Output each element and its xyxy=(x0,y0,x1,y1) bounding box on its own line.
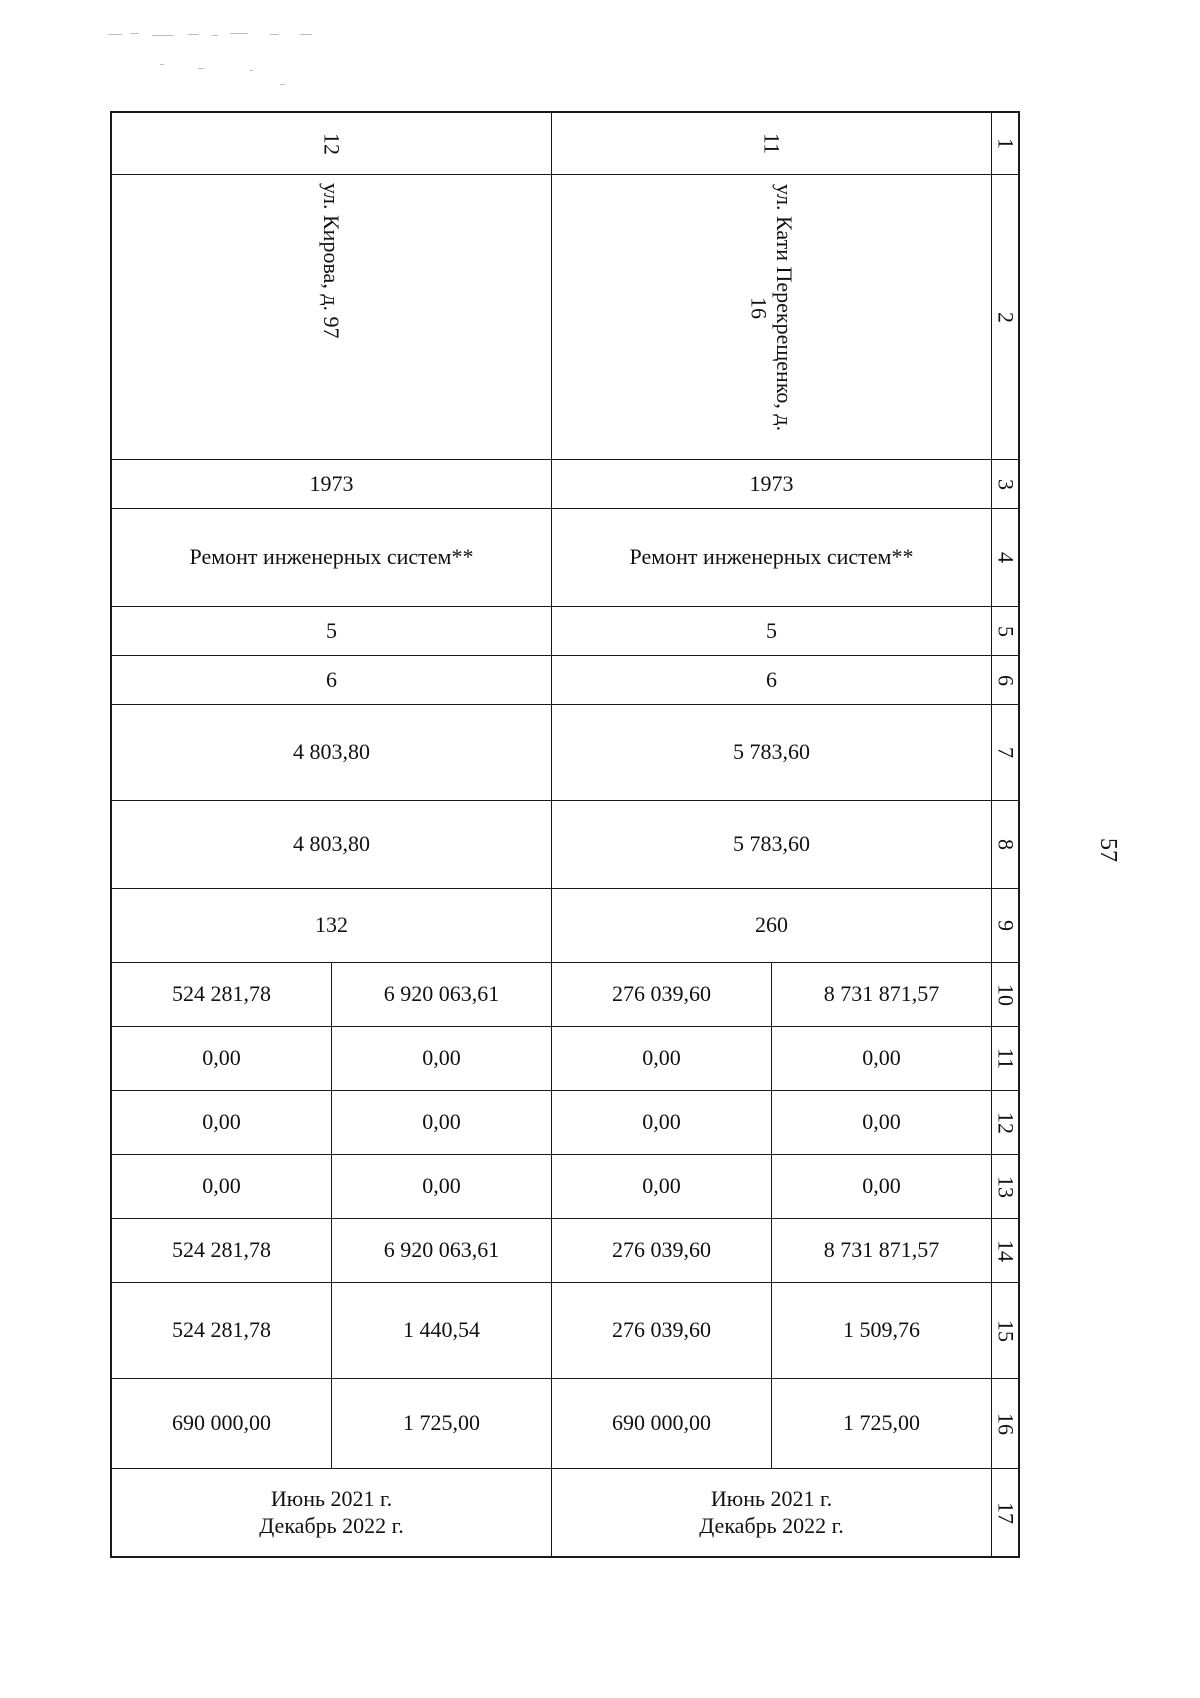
table-row-col11 xyxy=(112,1027,1018,1091)
building-number-cell xyxy=(112,113,552,174)
period-cell xyxy=(552,1469,992,1556)
column-number-cell xyxy=(992,1283,1019,1378)
column-number-cell xyxy=(992,175,1019,459)
table-row-col3 xyxy=(112,460,1018,509)
table-row-col8 xyxy=(112,801,1018,889)
cost-cell: 0,00 xyxy=(112,1027,332,1090)
column-number: 17 xyxy=(993,1501,1019,1524)
column-number-cell xyxy=(992,1469,1019,1556)
work-type-cell: Ремонт инженерных систем** xyxy=(112,509,552,606)
table-row-col17 xyxy=(112,1469,1018,1556)
table-row-col1 xyxy=(112,113,1018,175)
column-number: 14 xyxy=(993,1239,1019,1262)
value-cell: 132 xyxy=(112,889,552,962)
column-number-cell xyxy=(992,1219,1019,1282)
cost-cell: 8 731 871,57 xyxy=(772,1219,992,1282)
cost-cell: 690 000,00 xyxy=(552,1379,772,1468)
column-number: 1 xyxy=(993,138,1019,149)
value-cell: 6 xyxy=(112,656,552,704)
period-end: Декабрь 2022 г. xyxy=(699,1512,844,1538)
cost-cell: 0,00 xyxy=(332,1091,552,1154)
table-row-col6 xyxy=(112,656,1018,705)
column-number-cell xyxy=(992,113,1019,174)
period-cell xyxy=(112,1469,552,1556)
column-number-cell xyxy=(992,705,1019,800)
area-cell: 4 803,80 xyxy=(112,801,552,888)
column-number: 3 xyxy=(993,478,1019,490)
cost-cell: 690 000,00 xyxy=(112,1379,332,1468)
column-number: 8 xyxy=(993,839,1019,850)
building-number: 11 xyxy=(759,132,785,155)
cost-cell: 1 725,00 xyxy=(332,1379,552,1468)
cost-cell: 0,00 xyxy=(552,1091,772,1154)
year-cell: 1973 xyxy=(552,460,992,508)
period-start: Июнь 2021 г. xyxy=(710,1486,833,1512)
value-cell: 6 xyxy=(552,656,992,704)
cost-cell: 0,00 xyxy=(772,1155,992,1218)
work-type-cell: Ремонт инженерных систем** xyxy=(552,509,992,606)
column-number-cell xyxy=(992,1379,1019,1468)
column-number-cell xyxy=(992,1155,1019,1218)
column-number: 11 xyxy=(993,1047,1019,1070)
cost-cell: 0,00 xyxy=(772,1027,992,1090)
address-cell xyxy=(112,175,552,459)
value-cell: 5 xyxy=(552,607,992,655)
column-number: 9 xyxy=(993,920,1019,931)
column-number: 5 xyxy=(993,625,1019,637)
column-number-cell xyxy=(992,656,1019,704)
cost-cell: 1 440,54 xyxy=(332,1283,552,1378)
cost-cell: 0,00 xyxy=(552,1155,772,1218)
cost-cell: 1 509,76 xyxy=(772,1283,992,1378)
period-start: Июнь 2021 г. xyxy=(270,1486,393,1512)
cost-cell: 524 281,78 xyxy=(112,1283,332,1378)
column-number: 10 xyxy=(993,983,1019,1006)
table-row-col7 xyxy=(112,705,1018,801)
column-number: 2 xyxy=(993,311,1019,323)
table-row-col10 xyxy=(112,963,1018,1027)
column-number-cell xyxy=(992,889,1019,962)
column-number: 12 xyxy=(993,1111,1019,1134)
cost-cell: 6 920 063,61 xyxy=(332,1219,552,1282)
column-number-cell xyxy=(992,509,1019,606)
table-row-col2 xyxy=(112,175,1018,460)
table-row-col15 xyxy=(112,1283,1018,1379)
area-cell: 5 783,60 xyxy=(552,801,992,888)
column-number-cell xyxy=(992,801,1019,888)
building-number: 12 xyxy=(319,132,345,155)
column-number: 4 xyxy=(993,552,1019,563)
column-number-cell xyxy=(992,460,1019,508)
cost-cell: 0,00 xyxy=(772,1091,992,1154)
page-number: 57 xyxy=(1095,838,1121,862)
year-cell: 1973 xyxy=(112,460,552,508)
table-row-col13 xyxy=(112,1155,1018,1219)
column-number-cell xyxy=(992,963,1019,1026)
table-row-col9 xyxy=(112,889,1018,963)
area-cell: 4 803,80 xyxy=(112,705,552,800)
cost-cell: 524 281,78 xyxy=(112,963,332,1026)
cost-cell: 524 281,78 xyxy=(112,1219,332,1282)
cost-cell: 8 731 871,57 xyxy=(772,963,992,1026)
cost-cell: 1 725,00 xyxy=(772,1379,992,1468)
cost-cell: 0,00 xyxy=(332,1027,552,1090)
column-number-cell xyxy=(992,1091,1019,1154)
period-end: Декабрь 2022 г. xyxy=(259,1512,404,1538)
table-row-col4 xyxy=(112,509,1018,607)
cost-cell: 276 039,60 xyxy=(552,1283,772,1378)
column-number: 7 xyxy=(993,747,1019,758)
address-text: ул. Кирова, д. 97 xyxy=(319,183,345,339)
address-cell xyxy=(552,175,992,459)
column-number: 15 xyxy=(993,1319,1019,1342)
area-cell: 5 783,60 xyxy=(552,705,992,800)
column-number: 16 xyxy=(993,1412,1019,1435)
column-number-cell xyxy=(992,1027,1019,1090)
cost-cell: 276 039,60 xyxy=(552,963,772,1026)
value-cell: 260 xyxy=(552,889,992,962)
cost-cell: 0,00 xyxy=(332,1155,552,1218)
cost-cell: 276 039,60 xyxy=(552,1219,772,1282)
building-number-cell xyxy=(552,113,992,174)
value-cell: 5 xyxy=(112,607,552,655)
table-row-col5 xyxy=(112,607,1018,656)
cost-cell: 6 920 063,61 xyxy=(332,963,552,1026)
cost-cell: 0,00 xyxy=(112,1155,332,1218)
address-text: ул. Кати Перекрещенко, д. 16 xyxy=(746,184,797,432)
table-row-col12 xyxy=(112,1091,1018,1155)
scan-speckles xyxy=(100,24,330,104)
column-number-cell xyxy=(992,607,1019,655)
table-row-col14 xyxy=(112,1219,1018,1283)
cost-cell: 0,00 xyxy=(112,1091,332,1154)
table-row-col16 xyxy=(112,1379,1018,1469)
cost-cell: 0,00 xyxy=(552,1027,772,1090)
column-number: 13 xyxy=(993,1175,1019,1198)
column-number: 6 xyxy=(993,674,1019,686)
data-table xyxy=(110,111,1020,1558)
